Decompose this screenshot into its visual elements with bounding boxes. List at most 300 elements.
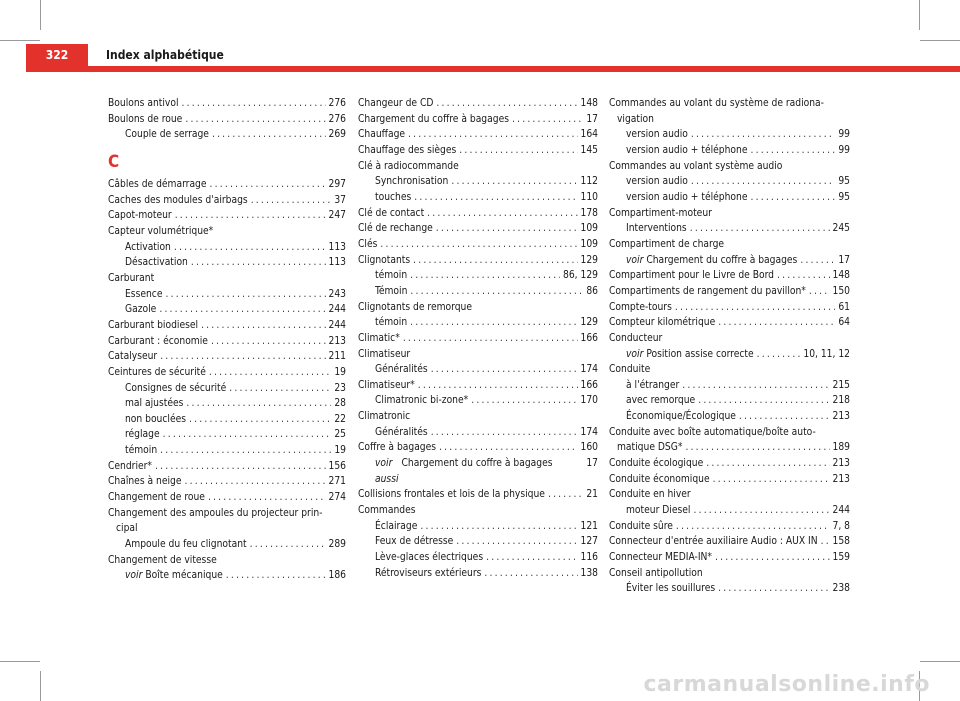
entry-text: Câbles de démarrage <box>108 178 207 190</box>
leader-dots <box>713 472 830 488</box>
page-reference: 156 <box>328 460 346 472</box>
entry-text: Activation <box>125 241 171 253</box>
index-entry <box>358 487 598 503</box>
entry-text: Témoin <box>375 285 408 297</box>
leader-dots <box>165 287 325 303</box>
entry-text: Généralités <box>375 426 428 438</box>
page-reference: 211 <box>328 351 346 363</box>
index-entry <box>609 237 850 253</box>
leader-dots <box>698 393 829 409</box>
index-subentry <box>358 362 598 378</box>
leader-dots <box>715 550 830 566</box>
page-reference: 186 <box>328 570 346 582</box>
index-subentry <box>358 550 598 566</box>
page-reference: 213 <box>832 473 850 485</box>
page-reference: 276 <box>328 113 346 125</box>
entry-text: Connecteur MEDIA-IN* <box>609 552 712 564</box>
entry-text: Ampoule du feu clignotant <box>125 539 247 551</box>
page-reference: 109 <box>580 223 598 235</box>
page-reference: 7, 8 <box>832 520 850 532</box>
page-reference: 276 <box>328 98 346 109</box>
index-entry <box>609 362 850 378</box>
leader-dots <box>211 334 326 350</box>
entry-text: Climatiseur* <box>358 379 415 391</box>
index-subentry <box>108 240 346 256</box>
crop-mark <box>920 40 960 41</box>
entry-text: Conseil antipollution <box>609 567 703 579</box>
leader-dots <box>418 378 578 394</box>
leader-dots <box>451 174 577 190</box>
entry-text: Compartiments de rangement du pavillon* <box>609 285 806 297</box>
leader-dots <box>163 427 332 443</box>
leader-dots <box>209 365 331 381</box>
page-reference: 112 <box>580 176 598 188</box>
index-entry <box>358 221 598 237</box>
entry-text: Cendrier* <box>108 460 152 472</box>
entry-text: Essence <box>125 288 163 300</box>
leader-dots <box>750 190 835 206</box>
leader-dots <box>410 284 583 300</box>
entry-text-continuation: vigation <box>617 113 654 125</box>
watermark: carmanualsonline.info <box>643 672 930 697</box>
entry-text: Collisions frontales et lois de la physique <box>358 489 545 501</box>
index-subentry <box>609 347 850 363</box>
index-entry <box>358 300 598 316</box>
index-entry <box>358 440 598 456</box>
entry-text: Changeur de CD <box>358 98 434 109</box>
index-entry <box>358 112 598 128</box>
see-reference-label: voir <box>626 348 644 360</box>
page-reference: 121 <box>580 520 598 532</box>
index-entry <box>108 459 346 475</box>
page-reference: 159 <box>832 552 850 564</box>
leader-dots <box>174 240 326 256</box>
leader-dots <box>410 315 577 331</box>
page-reference: 129 <box>580 317 598 329</box>
entry-text: mal ajustées <box>125 398 184 410</box>
entry-text: Généralités <box>375 364 428 376</box>
page-reference: 164 <box>580 129 598 141</box>
index-subentry <box>609 174 850 190</box>
entry-text: Chauffage <box>358 129 406 141</box>
page-reference: 166 <box>580 379 598 391</box>
entry-text: Clé de rechange <box>358 223 433 235</box>
entry-text: témoin <box>375 270 408 282</box>
page-reference: 289 <box>328 539 346 551</box>
entry-text-continuation: cipal <box>116 523 138 535</box>
entry-text: version audio <box>626 176 688 188</box>
index-subentry <box>609 393 850 409</box>
page-reference: 269 <box>328 129 346 141</box>
page-reference: 19 <box>334 366 346 378</box>
entry-text: Gazole <box>125 304 157 316</box>
entry-text: Capteur volumétrique* <box>108 225 214 237</box>
index-entry <box>108 318 346 334</box>
index-column-2 <box>358 96 598 581</box>
crop-mark <box>0 661 40 662</box>
leader-dots <box>185 474 326 490</box>
page-reference: 158 <box>832 536 850 548</box>
index-subentry <box>358 174 598 190</box>
leader-dots <box>675 300 835 316</box>
entry-text: Boulons de roue <box>108 113 183 125</box>
index-entry <box>358 378 598 394</box>
index-subentry <box>358 534 598 550</box>
entry-text: Climatic* <box>358 332 400 344</box>
see-reference-label: voir <box>125 570 143 582</box>
index-entry <box>609 566 850 582</box>
see-reference-label: voir aussi <box>375 458 399 485</box>
index-entry <box>108 553 346 569</box>
leader-dots <box>800 253 835 269</box>
page-reference: 178 <box>580 207 598 219</box>
leader-dots <box>486 550 577 566</box>
index-entry <box>609 472 850 488</box>
entry-text: Climatronic bi-zone* <box>375 395 469 407</box>
entry-text: avec remorque <box>626 395 696 407</box>
entry-text: Changement de roue <box>108 492 205 504</box>
index-subentry <box>108 381 346 397</box>
leader-dots <box>201 318 325 334</box>
entry-text: Conduite en hiver <box>609 489 691 501</box>
entry-text: Connecteur d'entrée auxiliaire Audio : AUX IN <box>609 536 818 548</box>
index-subentry <box>108 255 346 271</box>
entry-text: Chargement du coffre à bagages <box>358 113 509 125</box>
page-reference: 213 <box>832 411 850 423</box>
index-entry <box>609 284 850 300</box>
entry-text: version audio + téléphone <box>626 144 748 156</box>
page-reference: 243 <box>328 288 346 300</box>
entry-text: Conduite <box>609 364 651 376</box>
index-entry <box>358 96 598 112</box>
leader-dots <box>226 568 326 584</box>
page-reference: 95 <box>838 176 850 188</box>
entry-text: Économique/Écologique <box>626 411 736 423</box>
leader-dots <box>159 302 325 318</box>
leader-dots <box>685 440 829 456</box>
entry-text: Clés <box>358 238 378 250</box>
entry-text: Interventions <box>626 223 687 235</box>
leader-dots <box>739 409 830 425</box>
page-reference: 23 <box>334 382 346 394</box>
crop-mark <box>920 661 960 662</box>
page-reference: 113 <box>328 241 346 253</box>
index-subentry <box>609 127 850 143</box>
index-entry <box>358 143 598 159</box>
index-subentry <box>108 396 346 412</box>
index-entry <box>609 487 850 503</box>
entry-text: version audio + téléphone <box>626 191 748 203</box>
leader-dots <box>809 284 830 300</box>
index-entry <box>609 268 850 284</box>
entry-text: Climatiseur <box>358 348 411 360</box>
index-letter-heading: C <box>108 151 120 172</box>
entry-text: Coffre à bagages <box>358 442 437 454</box>
leader-dots <box>757 347 801 363</box>
entry-text: Boulons antivol <box>108 98 179 109</box>
index-subentry <box>358 456 598 487</box>
page-reference: 166 <box>580 332 598 344</box>
index-entry <box>609 96 850 127</box>
leader-dots <box>420 519 577 535</box>
entry-text: Conduite écologique <box>609 458 704 470</box>
leader-dots <box>471 393 577 409</box>
leader-dots <box>682 378 829 394</box>
entry-text: Compartiment de charge <box>609 238 725 250</box>
page-reference: 21 <box>586 489 598 501</box>
index-subentry <box>108 443 346 459</box>
page-title: Index alphabétique <box>106 48 224 62</box>
index-entry <box>358 159 598 175</box>
leader-dots <box>777 268 829 284</box>
entry-text: Compartiment-moteur <box>609 207 712 219</box>
index-entry <box>108 271 346 287</box>
crop-mark <box>40 671 41 701</box>
leader-dots <box>175 208 326 224</box>
index-entry <box>358 237 598 253</box>
index-entry <box>358 347 598 363</box>
entry-text: Feux de détresse <box>375 536 454 548</box>
index-subentry <box>108 127 346 143</box>
entry-text: Compteur kilométrique <box>609 317 716 329</box>
index-subentry <box>609 409 850 425</box>
index-subentry <box>108 537 346 553</box>
leader-dots <box>229 381 331 397</box>
page-reference: 86 <box>586 285 598 297</box>
page-reference: 238 <box>832 583 850 595</box>
leader-dots <box>676 519 830 535</box>
index-entry <box>609 519 850 535</box>
page-reference: 99 <box>838 129 850 141</box>
index-subentry <box>108 287 346 303</box>
leader-dots <box>413 253 577 269</box>
leader-dots <box>690 221 830 237</box>
leader-dots <box>459 143 577 159</box>
index-entry <box>358 409 598 425</box>
index-subentry <box>609 143 850 159</box>
index-subentry <box>609 221 850 237</box>
index-entry <box>108 193 346 209</box>
page-reference: 28 <box>334 398 346 410</box>
index-entry <box>609 159 850 175</box>
page-reference: 174 <box>580 364 598 376</box>
index-subentry <box>609 503 850 519</box>
entry-text: Chauffage des sièges <box>358 144 457 156</box>
leader-dots <box>431 425 578 441</box>
index-subentry <box>358 190 598 206</box>
index-entry <box>108 365 346 381</box>
entry-text: version audio <box>626 129 688 141</box>
leader-dots <box>693 503 829 519</box>
page-reference: 37 <box>334 194 346 206</box>
index-entry <box>108 112 346 128</box>
leader-dots <box>548 487 583 503</box>
leader-dots <box>403 331 578 347</box>
index-entry <box>609 425 850 456</box>
page-reference: 213 <box>832 458 850 470</box>
leader-dots <box>436 96 577 112</box>
leader-dots <box>189 412 331 428</box>
leader-dots <box>414 190 577 206</box>
index-entry <box>358 127 598 143</box>
page-reference: 297 <box>328 178 346 190</box>
index-column-3 <box>609 96 850 597</box>
page-reference: 170 <box>580 395 598 407</box>
index-subentry <box>609 581 850 597</box>
index-subentry <box>108 568 346 584</box>
see-reference-label: voir <box>626 254 644 266</box>
entry-text: Conduite économique <box>609 473 710 485</box>
leader-dots <box>408 127 577 143</box>
index-subentry <box>358 268 598 284</box>
page-reference: 25 <box>334 429 346 441</box>
page-reference: 150 <box>832 285 850 297</box>
entry-text: Climatronic <box>358 411 411 423</box>
leader-dots <box>821 534 830 550</box>
page-reference: 110 <box>580 191 598 203</box>
leader-dots <box>439 440 577 456</box>
page-reference: 17 <box>586 458 598 470</box>
page-reference: 244 <box>832 505 850 517</box>
page-reference: 189 <box>832 442 850 454</box>
index-subentry <box>358 566 598 582</box>
leader-dots <box>718 581 829 597</box>
entry-text: témoin <box>125 445 158 457</box>
page-reference: 274 <box>328 492 346 504</box>
index-subentry <box>108 412 346 428</box>
leader-dots <box>484 566 577 582</box>
index-entry <box>358 331 598 347</box>
entry-text: Couple de serrage <box>125 129 209 141</box>
leader-dots <box>718 315 835 331</box>
index-subentry <box>358 393 598 409</box>
index-entry <box>108 96 346 112</box>
entry-text: Catalyseur <box>108 351 158 363</box>
entry-text: touches <box>375 191 412 203</box>
page-reference: 61 <box>838 301 850 313</box>
entry-text: Commandes <box>358 505 416 517</box>
page-header <box>0 44 960 72</box>
leader-dots <box>380 237 577 253</box>
entry-text: Carburant <box>108 272 155 284</box>
page-reference: 64 <box>838 317 850 329</box>
entry-text: Commandes au volant système audio <box>609 160 783 172</box>
leader-dots <box>250 537 326 553</box>
index-entry <box>609 534 850 550</box>
leader-dots <box>251 193 332 209</box>
index-subentry <box>358 425 598 441</box>
leader-dots <box>410 268 560 284</box>
page-reference: 174 <box>580 426 598 438</box>
index-entry <box>609 331 850 347</box>
entry-text: Désactivation <box>125 257 188 269</box>
index-subentry <box>609 253 850 269</box>
entry-text: Carburant biodiesel <box>108 319 199 331</box>
entry-text: Clignotants <box>358 254 411 266</box>
entry-text: Clé à radiocommande <box>358 160 459 172</box>
page-reference: 271 <box>328 476 346 488</box>
index-subentry <box>609 190 850 206</box>
entry-text: Capot-moteur <box>108 210 172 222</box>
index-entry <box>609 206 850 222</box>
entry-text: Boîte mécanique <box>145 570 223 582</box>
entry-text: Lève-glaces électriques <box>375 552 484 564</box>
crop-mark <box>40 0 41 30</box>
page-reference: 22 <box>334 413 346 425</box>
entry-text: Position assise correcte <box>646 348 754 360</box>
entry-text: Conduite sûre <box>609 520 673 532</box>
page-reference: 129 <box>580 254 598 266</box>
entry-text: Clé de contact <box>358 207 425 219</box>
leader-dots <box>431 362 578 378</box>
page-reference: 215 <box>832 379 850 391</box>
page-reference: 109 <box>580 238 598 250</box>
entry-text: Chaînes à neige <box>108 476 182 488</box>
index-subentry <box>358 284 598 300</box>
index-entry <box>108 490 346 506</box>
entry-text: Éclairage <box>375 520 418 532</box>
page-reference: 86, 129 <box>563 270 598 282</box>
entry-text: Changement des ampoules du projecteur prin- <box>108 507 323 519</box>
page-reference: 145 <box>580 144 598 156</box>
page-reference: 17 <box>838 254 850 266</box>
index-subentry <box>108 427 346 443</box>
leader-dots <box>182 96 326 112</box>
page-reference: 127 <box>580 536 598 548</box>
leader-dots <box>706 456 829 472</box>
leader-dots <box>155 459 326 475</box>
entry-text: Chargement du coffre à bagages <box>401 458 553 470</box>
leader-dots <box>212 127 326 143</box>
page-reference: 148 <box>580 98 598 109</box>
entry-text: réglage <box>125 429 160 441</box>
page-number: 322 <box>45 48 69 62</box>
leader-dots <box>210 177 326 193</box>
index-subentry <box>358 315 598 331</box>
leader-dots <box>160 349 325 365</box>
index-entry <box>609 456 850 472</box>
index-entry <box>108 177 346 193</box>
leader-dots <box>427 206 577 222</box>
leader-dots <box>160 443 331 459</box>
page-reference: 19 <box>334 445 346 457</box>
page-reference: 17 <box>586 113 598 125</box>
crop-mark <box>0 40 40 41</box>
entry-text: Chargement du coffre à bagages <box>646 254 798 266</box>
leader-dots <box>512 112 583 128</box>
leader-dots <box>436 221 578 237</box>
index-subentry <box>358 519 598 535</box>
index-entry <box>609 300 850 316</box>
page-reference: 138 <box>580 567 598 579</box>
index-entry <box>108 474 346 490</box>
leader-dots <box>186 396 331 412</box>
page-reference: 213 <box>328 335 346 347</box>
entry-text: Ceintures de sécurité <box>108 366 206 378</box>
header-rule <box>26 66 960 72</box>
page-reference: 247 <box>328 210 346 222</box>
entry-text: Éviter les souillures <box>626 583 716 595</box>
leader-dots <box>191 255 326 271</box>
index-subentry <box>609 378 850 394</box>
page-reference: 148 <box>832 270 850 282</box>
page-reference: 10, 11, 12 <box>803 348 850 360</box>
entry-text: Commandes au volant du système de radiona- <box>609 98 824 109</box>
entry-text: Carburant : économie <box>108 335 208 347</box>
crop-mark <box>919 0 920 30</box>
page-reference: 113 <box>328 257 346 269</box>
index-entry <box>358 503 598 519</box>
